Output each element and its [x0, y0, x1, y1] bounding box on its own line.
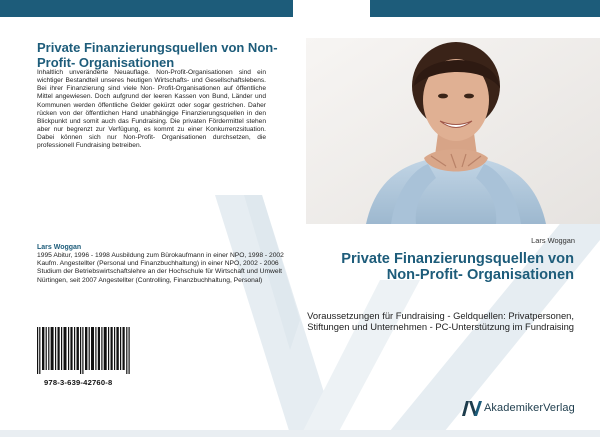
barcode-icon — [37, 327, 130, 374]
author-heading: Lars Woggan — [37, 244, 82, 251]
publisher-logo — [462, 400, 577, 418]
bottom-bar — [0, 430, 600, 437]
publisher-name: AkademikerVerlag — [484, 402, 575, 414]
woman-portrait-icon — [306, 38, 600, 224]
top-bar-back — [0, 0, 293, 17]
top-bar-front — [370, 0, 600, 17]
front-cover-author: Lars Woggan — [531, 236, 575, 245]
author-bio: 1995 Abitur, 1996 - 1998 Ausbildung zum Bürokaufmann in einer NPO, 1998 - 2002 Kaufm. Angestellter (Personal und Finanzbuchhaltung) in einer NPO, 2002 - 2006 Studium der Betriebswirtschaftslehre an der Hochschule für Wirtschaft und Umwelt Nürtingen, seit 2007 Angestellter (Controlling, Finanzbuchhaltung, Personal) — [37, 252, 284, 284]
front-cover-title: Private Finanzierungsquellen von Non-Profit- Organisationen — [341, 251, 574, 283]
cover-photo — [306, 38, 600, 224]
front-cover-subtitle: Voraussetzungen für Fundraising - Geldquellen: Privatpersonen, Stiftungen und Unternehmen - PC-Unterstützung im Fundraising — [307, 310, 574, 332]
isbn-number: 978-3-639-42760-8 — [44, 378, 113, 387]
av-logo-icon — [462, 401, 482, 416]
back-cover-blurb: Inhaltlich unveränderte Neuauflage. Non-Profit-Organisationen sind ein wichtiger Bestandteil unseres heutigen Wirtschafts- und Gesellschaftslebens. Bei ihrer Finanzierung sind viele Non- Profit-Organisationen auf öffentliche Mittel angewiesen. Doch aufgrund der leeren Kassen von Bund, Länder und Kommunen werden öffentliche Gelder gekürzt oder sogar gestrichen. Daher rücken von der öffentlichen Hand unabhängige Finanzierungsquellen in den Blickpunkt und somit auch das Fundraising. Die privaten Fördermittel stehen aber nur begrenzt zur Verfügung, es kommt zu einer Konkurrenzsituation. Dabei können sich nur Non-Profit- Organisationen durchsetzen, die professionell Fundraising betreiben. — [37, 69, 266, 150]
back-cover-title: Private Finanzierungsquellen von Non-Profit- Organisationen — [37, 40, 278, 70]
